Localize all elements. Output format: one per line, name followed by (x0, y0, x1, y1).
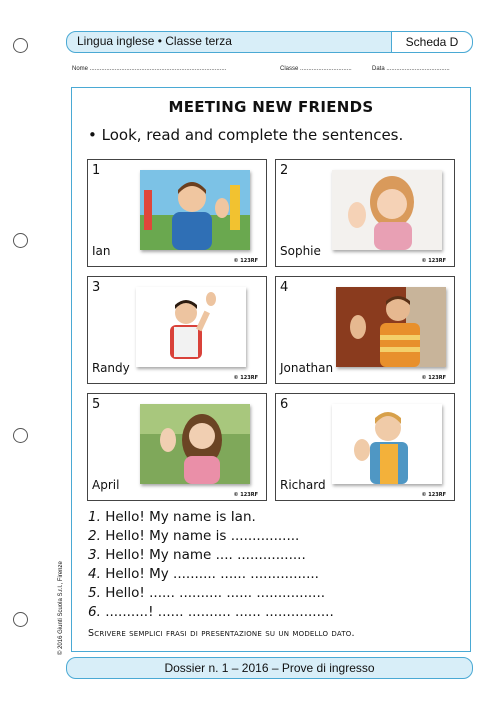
worksheet-title: MEETING NEW FRIENDS (168, 98, 374, 116)
child-name: Jonathan (280, 361, 334, 375)
sentence-text: Hello! My name .... ................ (105, 547, 306, 563)
sentence-text: Hello! ...... .......... ...... ................ (105, 585, 326, 601)
card-number: 6 (280, 397, 289, 412)
card-number: 2 (280, 163, 289, 178)
child-photo (332, 170, 442, 250)
sentence-number: 6. (88, 604, 101, 620)
binder-hole (13, 233, 28, 248)
sentence-number: 5. (88, 585, 101, 601)
photo-card (87, 276, 267, 384)
binder-hole (13, 38, 28, 53)
photo-credit: © 123RF (233, 492, 258, 498)
photo-card (275, 276, 455, 384)
sentence-text: Hello! My name is Ian. (105, 509, 256, 525)
binder-hole (13, 428, 28, 443)
subject-label: Lingua inglese • Classe terza (77, 34, 232, 48)
card-number: 3 (92, 280, 101, 295)
sentence-number: 1. (88, 509, 101, 525)
child-photo (140, 404, 250, 484)
photo-credit: © 123RF (421, 492, 446, 498)
sentence-number: 2. (88, 528, 101, 544)
sentence-text: Hello! My name is ................ (105, 528, 300, 544)
photo-credit: © 123RF (233, 375, 258, 381)
binder-hole (13, 612, 28, 627)
sentence-line (88, 603, 334, 622)
header-bar (66, 31, 473, 53)
card-number: 4 (280, 280, 289, 295)
child-photo (140, 170, 250, 250)
photo-credit: © 123RF (421, 375, 446, 381)
photo-card (275, 393, 455, 501)
sentence-text: Hello! My .......... ...... ................ (105, 566, 319, 582)
card-number: 5 (92, 397, 101, 412)
worksheet-frame (71, 87, 471, 652)
sentence-list (88, 508, 334, 622)
instruction: • Look, read and complete the sentences. (88, 126, 404, 144)
date-field: Data ...................................... (372, 66, 450, 72)
sheet-label: Scheda D (391, 32, 472, 52)
photo-credit: © 123RF (233, 258, 258, 264)
sentence-number: 4. (88, 566, 101, 582)
photo-card (275, 159, 455, 267)
sentence-line (88, 527, 334, 546)
sentence-line (88, 546, 334, 565)
child-name: April (92, 478, 120, 492)
child-name: Randy (92, 361, 130, 375)
child-name: Sophie (280, 244, 321, 258)
photo-card (87, 393, 267, 501)
sentence-text: ..........! ...... .......... ...... ................ (105, 604, 334, 620)
photo-credit: © 123RF (421, 258, 446, 264)
footer-label: Dossier n. 1 – 2016 – Prove di ingresso (164, 661, 375, 675)
sentence-line (88, 565, 334, 584)
child-name: Richard (280, 478, 326, 492)
photo-card (87, 159, 267, 267)
card-number: 1 (92, 163, 101, 178)
child-photo (332, 404, 442, 484)
learning-objective: Scrivere semplici frasi di presentazione su un modello dato. (88, 628, 355, 639)
sentence-number: 3. (88, 547, 101, 563)
child-name: Ian (92, 244, 111, 258)
footer-bar (66, 657, 473, 679)
class-field: Classe ............................... (280, 66, 352, 72)
sentence-line (88, 584, 334, 603)
child-photo (336, 287, 446, 367)
child-photo (136, 287, 246, 367)
sentence-line (88, 508, 334, 527)
name-field: Nome .................................................................................. (72, 66, 227, 72)
copyright-note: © 2016 Giunti Scuola S.r.l., Firenze (58, 561, 64, 655)
